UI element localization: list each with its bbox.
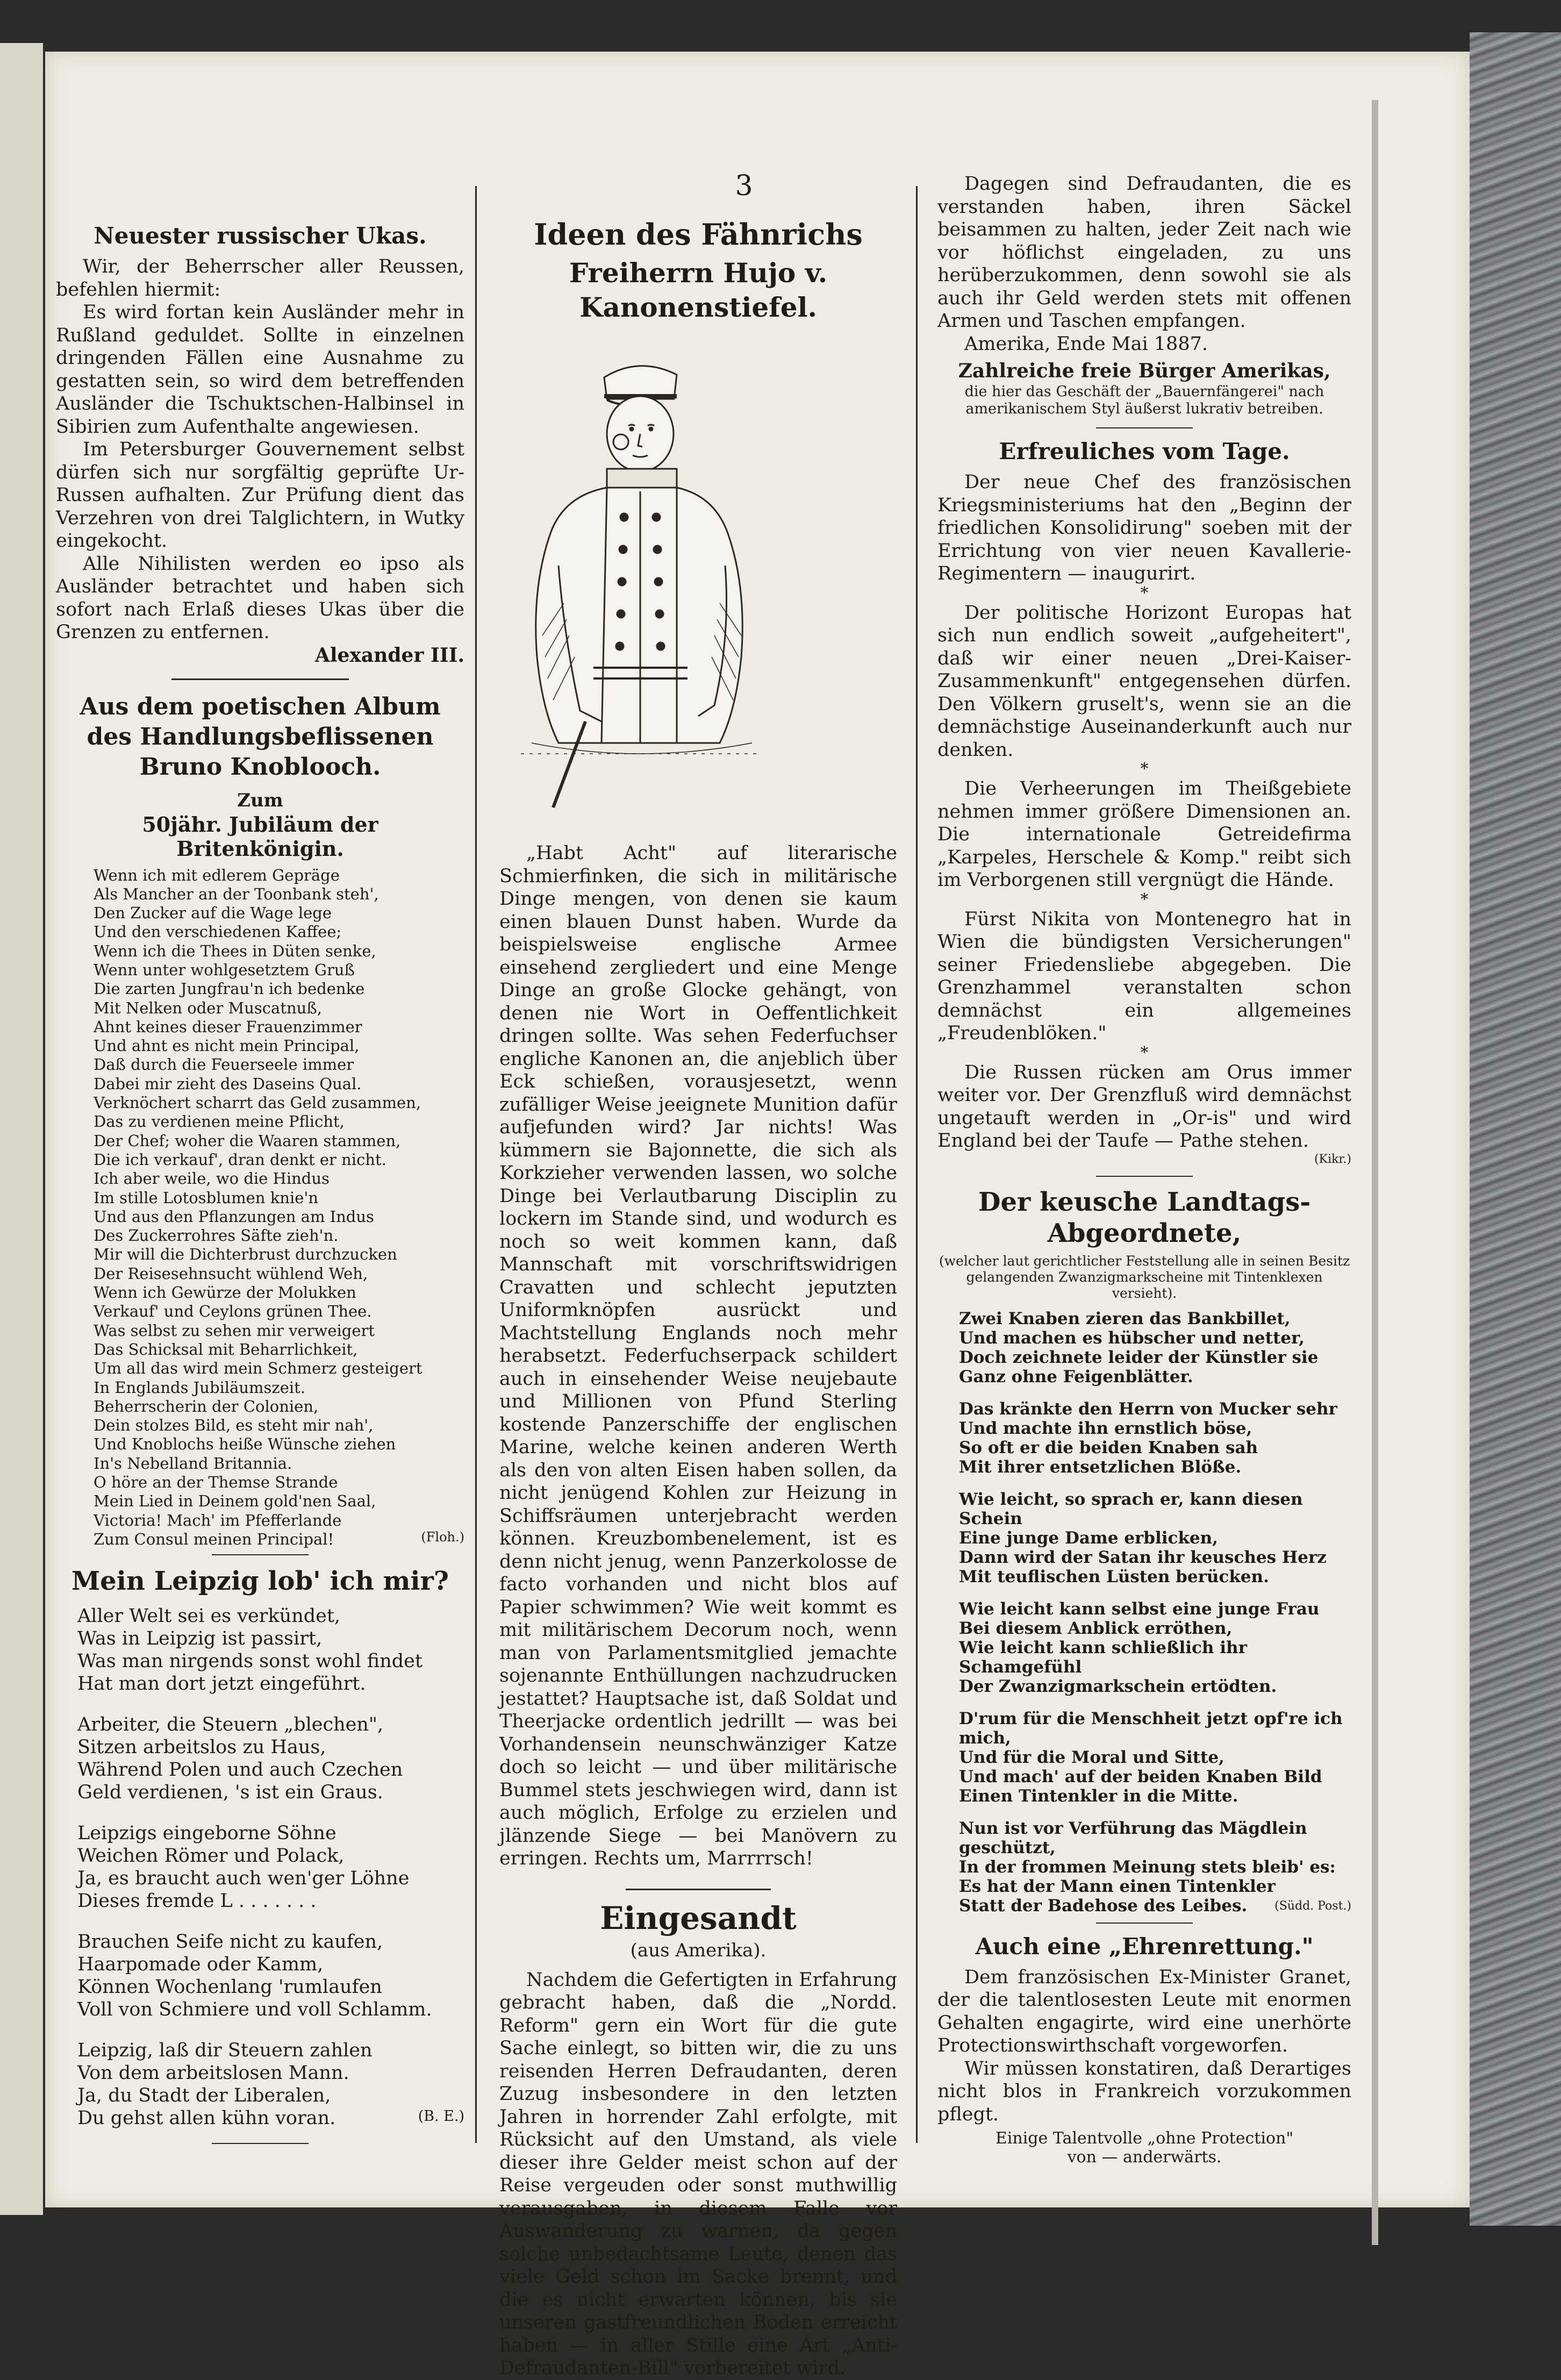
poem-line: Geld verdienen, 's ist ein Graus. bbox=[77, 1782, 383, 1804]
poem-line: Im stille Lotosblumen knie'n bbox=[94, 1188, 319, 1207]
poem-line: Mir will die Dichterbrust durchzucken bbox=[94, 1245, 397, 1264]
poem-line: Die zarten Jungfrau'n ich bedenke bbox=[94, 980, 365, 998]
poem-line: Wenn ich die Thees in Düten senke, bbox=[94, 941, 376, 960]
eingesandt-signer: Zahlreiche freie Bürger Amerikas, bbox=[958, 360, 1331, 382]
stanza-gap bbox=[77, 1695, 464, 1713]
previous-page-edge bbox=[0, 43, 43, 2215]
leipzig-poem bbox=[56, 1605, 464, 2129]
poem-line: Haarpomade oder Kamm, bbox=[77, 1954, 324, 1976]
ukas-paragraph: Es wird fortan kein Ausländer mehr in Rußland geduldet. Sollte in einzelnen dringenden Fällen eine Ausnahme zu gestatten sein, so wird dem betreffenden Ausländer die Tschuktschen-Halbinsel in Sibirien zum Aufenthalte angewiesen. bbox=[56, 302, 464, 438]
erfreuliches-item: Der politische Horizont Europas hat sich nun endlich soweit „aufgeheitert", daß wir einer neuen „Drei-Kaiser-Zusammenkunft" entgegensehen dürfen. Den Völkern gruselt's, wenn sie an die demnächstige Auseinanderkunft auch nur denken. bbox=[937, 602, 1351, 761]
stanza-gap bbox=[959, 1386, 1351, 1399]
erfreuliches-source: (Kikr.) bbox=[1314, 1152, 1351, 1166]
ehrenrettung-text-2: Wir müssen konstatiren, daß Derartiges nicht blos in Frankreich vorzukommen pflegt. bbox=[937, 2057, 1351, 2125]
marbled-book-cover bbox=[1470, 32, 1561, 2226]
keusche-poem bbox=[937, 1309, 1351, 1916]
poem-line: Dabei mir zieht des Daseins Qual. bbox=[94, 1074, 362, 1093]
erfreuliches-item: Fürst Nikita von Montenegro hat in Wien die bündigsten Versicherungen" seiner Friedensliebe abgegeben. Die Grenzhammel veranstalten schon demnächst ein allgemeines „Freudenblöken." bbox=[937, 908, 1351, 1044]
column-3 bbox=[937, 173, 1351, 2167]
poem-line: Der Zwanzigmarkschein ertödten. bbox=[959, 1676, 1277, 1696]
poem-line: Und den verschiedenen Kaffee; bbox=[94, 923, 342, 941]
album-title: Aus dem poetischen Album des Handlungsbeflissenen Bruno Knoblooch. bbox=[80, 692, 441, 781]
poem-line: Ja, du Stadt der Liberalen, bbox=[77, 2085, 331, 2107]
ideen-title-1: Ideen des Fähnrichs bbox=[534, 217, 863, 252]
poem-line: Mein Lied in Deinem gold'nen Saal, bbox=[94, 1492, 376, 1511]
star-divider: * bbox=[1140, 890, 1149, 909]
poem-line: Zum Consul meinen Principal! bbox=[94, 1530, 334, 1548]
poem-line: Der Reisesehnsucht wühlend Weh, bbox=[94, 1264, 368, 1283]
poem-line: Zwei Knaben zieren das Bankbillet, bbox=[959, 1309, 1291, 1328]
page-edge bbox=[1372, 100, 1378, 2245]
poem-line: Wie leicht, so sprach er, kann diesen Schein bbox=[959, 1489, 1303, 1528]
erfreuliches-item: Die Verheerungen im Theißgebiete nehmen immer größere Dimensionen an. Die internationale Getreidefirma „Karpeles, Herschele & Komp." reibt sich im Verborgenen still vergnügt die Hände. bbox=[937, 778, 1351, 891]
poem-line: Was man nirgends sonst wohl findet bbox=[77, 1650, 423, 1673]
poem-line: Arbeiter, die Steuern „blechen", bbox=[77, 1714, 384, 1736]
poem-line: Ganz ohne Feigenblätter. bbox=[959, 1367, 1193, 1386]
poem-line: Voll von Schmiere und voll Schlamm. bbox=[77, 1999, 432, 2021]
poem-line: Um all das wird mein Schmerz gesteigert bbox=[94, 1359, 423, 1378]
stanza-gap bbox=[959, 1806, 1351, 1819]
stanza-gap bbox=[959, 1477, 1351, 1490]
poem-line: Ja, es braucht auch wen'ger Löhne bbox=[77, 1868, 410, 1890]
ehrenrettung-text: Dem französischen Ex-Minister Granet, der die talentlosesten Leute mit enormen Gehalten engagirte, wird eine unerhörte Protectionswirthschaft vorgeworfen. bbox=[937, 1966, 1351, 2056]
eingesandt-dateline: Amerika, Ende Mai 1887. bbox=[964, 333, 1208, 355]
stanza-gap bbox=[77, 1804, 464, 1822]
poem-line: Mit teuflischen Lüsten berücken. bbox=[959, 1567, 1269, 1586]
poem-line: Eine junge Dame erblicken, bbox=[959, 1528, 1218, 1548]
ehrenrettung-signature-2: von — anderwärts. bbox=[1067, 2148, 1222, 2167]
poem-line: Ich aber weile, wo die Hindus bbox=[94, 1169, 330, 1188]
eingesandt-continued: Dagegen sind Defraudanten, die es verstanden haben, ihren Säckel beisammen zu halten, jeder Zeit nach wie vor höflichst eingeladen, zu uns herüberzukommen, denn sowohl sie als auch ihr Geld werden stets mit offenen Armen und Taschen empfangen. bbox=[937, 173, 1351, 332]
poem-line: D'rum für die Menschheit jetzt opf're ich mich, bbox=[959, 1709, 1343, 1748]
ehrenrettung-title: Auch eine „Ehrenrettung." bbox=[975, 1933, 1314, 1960]
column-rule-1 bbox=[475, 186, 477, 2143]
separator bbox=[1096, 1922, 1193, 1924]
album-source: (Floh.) bbox=[421, 1530, 464, 1545]
poem-line: Was selbst zu sehen mir verweigert bbox=[94, 1321, 375, 1340]
poem-line: Als Mancher an der Toonbank steh', bbox=[94, 884, 379, 903]
poem-line: Victoria! Mach' im Pfefferlande bbox=[94, 1511, 342, 1530]
poem-line: Leipzig, laß dir Steuern zahlen bbox=[77, 2040, 373, 2062]
erfreuliches-item: Die Russen rücken am Orus immer weiter vor. Der Grenzfluß wird demnächst ungetauft werden in „Or-is" und wird England bei der Taufe — Pathe stehen. bbox=[937, 1061, 1351, 1152]
page-number: 3 bbox=[735, 170, 753, 202]
leipzig-title: Mein Leipzig lob' ich mir? bbox=[71, 1566, 449, 1597]
separator bbox=[1096, 427, 1193, 428]
stanza-gap bbox=[77, 1912, 464, 1931]
album-poem bbox=[56, 866, 464, 1549]
poem-line: Und machte ihn ernstlich böse, bbox=[959, 1418, 1252, 1438]
column-2 bbox=[499, 213, 897, 2380]
poem-line: Doch zeichnete leider der Künstler sie bbox=[959, 1347, 1319, 1367]
poem-line: Die ich verkauf', dran denkt er nicht. bbox=[94, 1150, 386, 1169]
poem-line: Wenn unter wohlgesetztem Gruß bbox=[94, 960, 355, 979]
ensign-illustration bbox=[499, 334, 779, 829]
poem-line: Mit Nelken oder Muscatnuß, bbox=[94, 998, 322, 1017]
poem-line: Und für die Moral und Sitte, bbox=[959, 1747, 1225, 1767]
leipzig-source: (B. E.) bbox=[418, 2108, 464, 2125]
poem-line: Wenn ich Gewürze der Molukken bbox=[94, 1283, 356, 1302]
poem-line: Der Chef; woher die Waaren stammen, bbox=[94, 1131, 401, 1150]
poem-line: Was in Leipzig ist passirt, bbox=[77, 1628, 323, 1650]
poem-line: Können Wochenlang 'rumlaufen bbox=[77, 1976, 382, 1998]
erfreuliches-item: Der neue Chef des französischen Kriegsministeriums hat den „Beginn der friedlichen Konsolidirung" soeben mit der Errichtung von vier neuen Kavallerie-Regimentern — inaugurirt. bbox=[937, 471, 1351, 584]
newspaper-page bbox=[45, 52, 1470, 2379]
poem-line: Wie leicht kann schließlich ihr Schamgefühl bbox=[959, 1638, 1247, 1677]
poem-line: Und ahnt es nicht mein Principal, bbox=[94, 1037, 360, 1055]
eingesandt-title: Eingesandt bbox=[600, 1899, 797, 1936]
poem-line: In's Nebelland Britannia. bbox=[94, 1454, 292, 1473]
erfreuliches-title: Erfreuliches vom Tage. bbox=[999, 438, 1290, 464]
poem-line: Mit ihrer entsetzlichen Blöße. bbox=[959, 1457, 1242, 1477]
separator bbox=[212, 2143, 309, 2144]
keusche-source: (Südd. Post.) bbox=[1274, 1899, 1351, 1913]
poem-line: Beherrscherin der Colonien, bbox=[94, 1397, 319, 1416]
poem-line: Nun ist vor Verführung das Mägdlein geschützt, bbox=[959, 1818, 1307, 1857]
poem-line: Statt der Badehose des Leibes. bbox=[959, 1896, 1248, 1916]
poem-line: Das zu verdienen meine Pflicht, bbox=[94, 1112, 345, 1131]
poem-line: Das kränkte den Herrn von Mucker sehr bbox=[959, 1399, 1337, 1419]
poem-line: Daß durch die Feuerseele immer bbox=[94, 1055, 354, 1074]
ukas-paragraph: Alle Nihilisten werden eo ipso als Ausländer betrachtet und haben sich sofort nach Erlaß dieses Ukas über die Grenzen zu entfernen. bbox=[56, 553, 464, 643]
poem-line: Hat man dort jetzt eingeführt. bbox=[77, 1673, 366, 1695]
poem-line: Du gehst allen kühn voran. bbox=[77, 2107, 336, 2129]
ukas-paragraph: Im Petersburger Gouvernement selbst dürfen sich nur sorgfältig geprüfte Ur-Russen aufhalten. Zur Prüfung dient das Verzehren von drei Talglichtern, in Wutky eingekocht. bbox=[56, 439, 464, 552]
eingesandt-subtitle: (aus Amerika). bbox=[630, 1939, 767, 1961]
album-subtitle-2: 50jähr. Jubiläum der Britenkönigin. bbox=[142, 812, 378, 861]
keusche-note: (welcher laut gerichtlicher Feststellung alle in seinen Besitz gelangenden Zwanzigmarkscheine mit Tintenklexen versieht). bbox=[939, 1253, 1350, 1301]
ideen-title-2: Freiherrn Hujo v. Kanonenstiefel. bbox=[569, 257, 828, 323]
poem-line: Und Knoblochs heiße Wünsche ziehen bbox=[94, 1435, 396, 1454]
poem-line: Dein stolzes Bild, es steht mir nah', bbox=[94, 1416, 374, 1435]
separator bbox=[626, 1889, 771, 1890]
poem-line: Den Zucker auf die Wage lege bbox=[94, 904, 332, 923]
star-divider: * bbox=[1140, 1043, 1149, 1062]
stanza-gap bbox=[77, 2021, 464, 2039]
poem-line: Während Polen und auch Czechen bbox=[77, 1759, 403, 1781]
separator bbox=[1096, 1176, 1193, 1177]
star-divider: * bbox=[1140, 583, 1149, 603]
poem-line: Und mach' auf der beiden Knaben Bild bbox=[959, 1767, 1322, 1786]
poem-line: Verkauf' und Ceylons grünen Thee. bbox=[94, 1302, 372, 1321]
ehrenrettung-signature-1: Einige Talentvolle „ohne Protection" bbox=[995, 2129, 1294, 2148]
ukas-paragraph: Wir, der Beherrscher aller Reussen, befehlen hiermit: bbox=[56, 256, 464, 301]
poem-line: Leipzigs eingeborne Söhne bbox=[77, 1822, 336, 1845]
poem-line: Brauchen Seife nicht zu kaufen, bbox=[77, 1931, 383, 1953]
poem-line: Wie leicht kann selbst eine junge Frau bbox=[959, 1599, 1320, 1619]
poem-line: Einen Tintenkler in die Mitte. bbox=[959, 1786, 1238, 1806]
poem-line: Weichen Römer und Polack, bbox=[77, 1845, 345, 1867]
eingesandt-signer-note: die hier das Geschäft der „Bauernfängerei" nach amerikanischem Styl äußerst lukrativ betreiben. bbox=[964, 383, 1324, 417]
poem-line: Des Zuckerrohres Säfte zieh'n. bbox=[94, 1226, 339, 1245]
ukas-title: Neuester russischer Ukas. bbox=[94, 223, 427, 249]
poem-line: Und machen es hübscher und netter, bbox=[959, 1328, 1305, 1348]
ukas-signature: Alexander III. bbox=[314, 644, 464, 667]
column-rule-2 bbox=[916, 186, 918, 2143]
stanza-gap bbox=[959, 1696, 1351, 1709]
poem-line: In Englands Jubiläumszeit. bbox=[94, 1378, 306, 1397]
separator bbox=[212, 1554, 309, 1555]
poem-line: Sitzen arbeitslos zu Haus, bbox=[77, 1736, 326, 1759]
poem-line: O höre an der Themse Strande bbox=[94, 1473, 338, 1491]
eingesandt-text: Nachdem die Gefertigten in Erfahrung gebracht haben, daß die „Nordd. Reform" gern ein Wort für die gute Sache einlegt, so bitten wir, die zu uns reisenden Herren Defraudanten, deren Zuzug insbesondere in den letzten Jahren in horrender Zahl erfolgte, mit Rücksicht auf den Umstand, als viele dieser ihre Gelder meist schon auf der Reise vergeuden oder sonst muthwillig verausgaben, in diesem Falle vor Auswanderung zu warnen, da gegen solche unbedachtsame Leute, denen das viele Geld schon im Sacke brennt, und die es nicht erwarten können, bis sie unseren gastfreundlichen Boden erreicht haben — in aller Stille eine Art „Anti-Defraudanten-Bill" vorbereitet wird. bbox=[499, 1969, 897, 2379]
poem-line: Und aus den Pflanzungen am Indus bbox=[94, 1207, 374, 1226]
poem-line: Dieses fremde L . . . . . . . bbox=[77, 1890, 317, 1912]
keusche-title: Der keusche Landtags-Abgeordnete, bbox=[978, 1187, 1311, 1248]
ideen-text: „Habt Acht" auf literarische Schmierfinken, die sich in militärische Dinge mengen, von denen sie kaum einen blauen Dunst haben. Wurde da beispielsweise englische Armee einsehend zergliedert und eine Menge Dinge an große Glocke gehängt, von denen nie Wort in Oeffentlichkeit dringen sollte. Was sehen Federfuchser engliche Kanonen an, die anjeblich über Eck schießen, vorausjesetzt, wenn zufälliger Weise jeeignete Munition dafür aufjefunden wird? Jar nichts! Was kümmern sie Bajonnette, die sich als Korkzieher verwenden lassen, wo solche Dinge bei Verlautbarung Disciplin zu lockern im Stande sind, und wodurch es noch so weit kommen kann, daß Mannschaft mit vorschriftswidrigen Cravatten und schlecht jeputzten Uniformknöpfen ausrückt und Machtstellung Englands noch mehr herabsetzt. Federfuchserpack schildert auch in einsehender Weise neujebaute und Millionen von Pfund Sterling kostende Panzerschiffe der englischen Marine, welche keinen anderen Werth als den von alten Eisen haben sollen, da nicht jenügend Kohlen zur Heizung in Schiffsräumen unterjebracht werden können. Kreuzbombenelement, ist es denn nicht jenug, wenn Panzerkolosse de facto vorhanden und nicht blos auf Papier schwimmen? Wie weit kommt es mit militärischem Decorum noch, wenn man von Parlamentsmitglied jemachte sojenannte Enthüllungen nachzudrucken jestattet? Hauptsache ist, daß Soldat und Theerjacke ordentlich jedrillt — was bei Vorhandensein neunschwänziger Katze doch so leicht — und über militärische Bummel stets jeschwiegen wird, dann ist auch möglich, Erfolge zu erzielen und jlänzende Siege — bei Manövern zu erringen. Rechts um, Marrrrsch! bbox=[499, 842, 897, 1869]
poem-line: Bei diesem Anblick erröthen, bbox=[959, 1618, 1233, 1638]
poem-line: Wenn ich mit edlerem Gepräge bbox=[94, 866, 340, 884]
poem-line: So oft er die beiden Knaben sah bbox=[959, 1438, 1258, 1457]
poem-line: Von dem arbeitslosen Mann. bbox=[77, 2062, 349, 2084]
poem-line: Es hat der Mann einen Tintenkler bbox=[959, 1876, 1276, 1896]
poem-line: Verknöchert scharrt das Geld zusammen, bbox=[94, 1093, 421, 1112]
poem-line: In der frommen Meinung stets bleib' es: bbox=[959, 1857, 1336, 1877]
separator bbox=[171, 678, 349, 680]
poem-line: Dann wird der Satan ihr keusches Herz bbox=[959, 1547, 1327, 1567]
star-divider: * bbox=[1140, 760, 1149, 778]
poem-line: Aller Welt sei es verkündet, bbox=[77, 1605, 341, 1627]
stanza-gap bbox=[959, 1586, 1351, 1599]
poem-line: Ahnt keines dieser Frauenzimmer bbox=[94, 1017, 362, 1036]
poem-line: Das Schicksal mit Beharrlichkeit, bbox=[94, 1340, 358, 1359]
album-subtitle-1: Zum bbox=[237, 789, 283, 811]
column-1 bbox=[56, 213, 464, 2154]
